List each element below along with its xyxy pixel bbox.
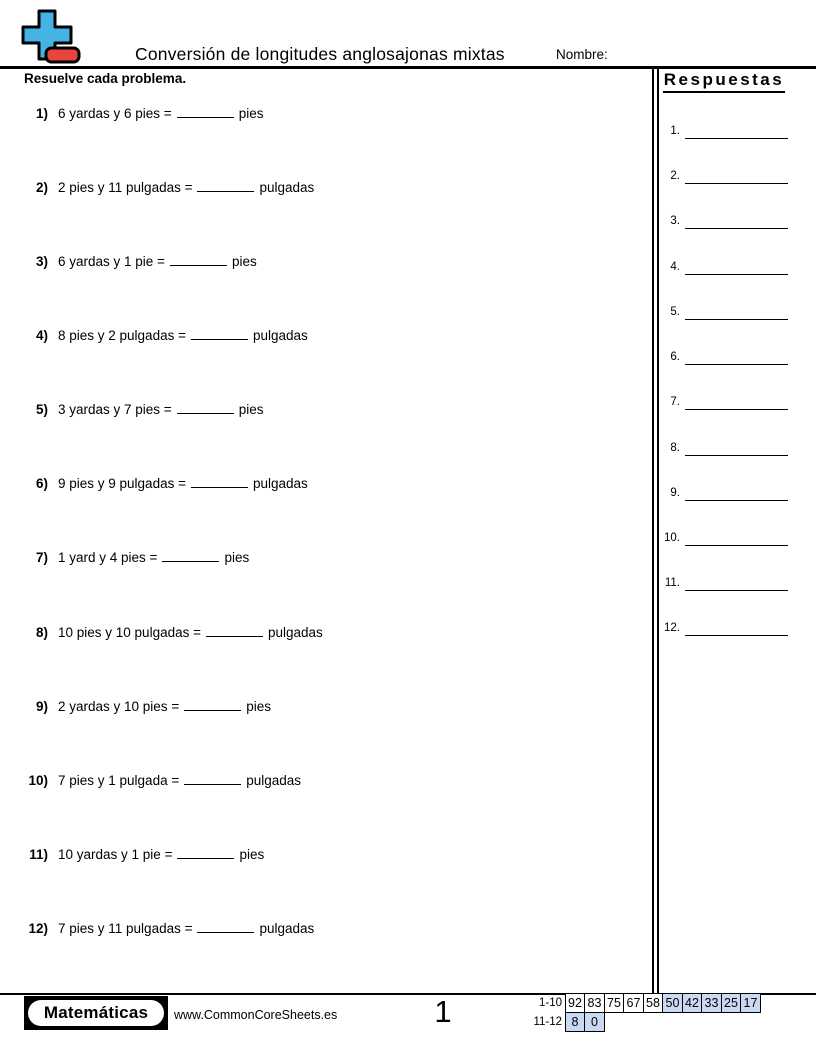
problem-unit: pies bbox=[238, 106, 264, 121]
answer-line[interactable] bbox=[685, 213, 788, 229]
problem-text: 10 pies y 10 pulgadas = bbox=[58, 625, 201, 640]
brand-logo bbox=[24, 996, 168, 1030]
answer-blank[interactable] bbox=[177, 102, 234, 118]
score-cell-highlighted: 33 bbox=[701, 993, 722, 1013]
answers-header-label: Respuestas bbox=[663, 70, 785, 93]
problem-row-7 bbox=[23, 546, 633, 566]
answer-line[interactable] bbox=[685, 620, 788, 636]
plus-minus-logo-icon bbox=[20, 8, 82, 70]
score-cell: 75 bbox=[604, 993, 625, 1013]
score-cell-highlighted: 17 bbox=[740, 993, 761, 1013]
problem-unit: pulgadas bbox=[246, 773, 302, 788]
answer-number: 12. bbox=[664, 622, 680, 634]
problem-text: 1 yard y 4 pies = bbox=[58, 550, 158, 565]
score-cell: 83 bbox=[584, 993, 605, 1013]
problem-text: 7 pies y 11 pulgadas = bbox=[58, 921, 193, 936]
answer-blank[interactable] bbox=[177, 398, 234, 414]
score-cell: 92 bbox=[565, 993, 586, 1013]
problem-row-4 bbox=[23, 324, 633, 344]
problem-number: 1) bbox=[35, 106, 48, 121]
answer-number: 11. bbox=[664, 577, 680, 589]
score-cell-highlighted: 50 bbox=[662, 993, 683, 1013]
score-row-2 bbox=[490, 1012, 761, 1032]
problem-unit: pies bbox=[246, 699, 271, 714]
problem-row-9 bbox=[23, 695, 633, 715]
score-row-1 bbox=[490, 993, 761, 1013]
answer-number: 7. bbox=[670, 396, 680, 408]
problem-unit: pies bbox=[239, 847, 265, 862]
problem-text: 10 yardas y 1 pie = bbox=[58, 847, 173, 862]
website-url: www.CommonCoreSheets.es bbox=[174, 1008, 338, 1022]
problem-row-3 bbox=[23, 250, 633, 270]
answer-number: 4. bbox=[670, 261, 680, 273]
answer-slot-11 bbox=[658, 575, 790, 591]
answer-slot-12 bbox=[658, 620, 790, 636]
answer-slot-1 bbox=[658, 123, 790, 139]
problem-unit: pulgadas bbox=[259, 921, 315, 936]
answer-slot-9 bbox=[658, 485, 790, 501]
problem-number: 6) bbox=[35, 476, 48, 491]
answer-number: 9. bbox=[670, 487, 680, 499]
problem-text: 9 pies y 9 pulgadas = bbox=[58, 476, 186, 491]
problem-unit: pies bbox=[231, 254, 257, 269]
answer-blank[interactable] bbox=[162, 546, 219, 562]
answer-slot-8 bbox=[658, 440, 790, 456]
problem-row-2 bbox=[23, 176, 633, 196]
answer-slot-2 bbox=[658, 168, 790, 184]
problem-unit: pulgadas bbox=[267, 625, 323, 640]
answer-slot-5 bbox=[658, 304, 790, 320]
problem-text: 2 yardas y 10 pies = bbox=[58, 699, 180, 714]
problem-row-11 bbox=[23, 843, 633, 863]
answer-number: 5. bbox=[670, 306, 680, 318]
problem-number: 5) bbox=[35, 402, 48, 417]
answer-number: 6. bbox=[670, 351, 680, 363]
problem-row-6 bbox=[23, 472, 633, 492]
problem-number: 12) bbox=[28, 921, 48, 936]
problem-row-12 bbox=[23, 917, 633, 937]
answer-slot-6 bbox=[658, 349, 790, 365]
brand-label: Matemáticas bbox=[28, 1000, 164, 1026]
problem-number: 2) bbox=[35, 180, 48, 195]
problem-unit: pulgadas bbox=[259, 180, 315, 195]
answer-line[interactable] bbox=[685, 394, 788, 410]
answer-line[interactable] bbox=[685, 440, 788, 456]
problem-text: 3 yardas y 7 pies = bbox=[58, 402, 172, 417]
answer-line[interactable] bbox=[685, 575, 788, 591]
problem-number: 7) bbox=[35, 550, 48, 565]
answer-number: 10. bbox=[664, 532, 680, 544]
score-table bbox=[490, 993, 761, 1032]
score-cell-highlighted: 42 bbox=[682, 993, 703, 1013]
problem-number: 9) bbox=[35, 699, 48, 714]
answer-blank[interactable] bbox=[197, 176, 254, 192]
score-cell: 58 bbox=[643, 993, 664, 1013]
answer-line[interactable] bbox=[685, 485, 788, 501]
problem-row-10 bbox=[23, 769, 633, 789]
answer-slot-3 bbox=[658, 213, 790, 229]
score-cell-highlighted: 25 bbox=[721, 993, 742, 1013]
answer-line[interactable] bbox=[685, 259, 788, 275]
answer-blank[interactable] bbox=[191, 324, 248, 340]
answers-header bbox=[656, 70, 792, 93]
answer-line[interactable] bbox=[685, 530, 788, 546]
problem-unit: pies bbox=[224, 550, 250, 565]
problem-row-8 bbox=[23, 621, 633, 641]
answer-line[interactable] bbox=[685, 349, 788, 365]
instruction-text: Resuelve cada problema. bbox=[24, 71, 187, 86]
name-label: Nombre: bbox=[556, 47, 608, 62]
answer-number: 1. bbox=[670, 125, 680, 137]
problem-row-5 bbox=[23, 398, 633, 418]
problem-number: 10) bbox=[28, 773, 48, 788]
problem-number: 3) bbox=[35, 254, 48, 269]
answer-blank[interactable] bbox=[170, 250, 227, 266]
score-row-label: 11-12 bbox=[533, 1015, 562, 1028]
answer-line[interactable] bbox=[685, 304, 788, 320]
problem-unit: pulgadas bbox=[252, 476, 308, 491]
problem-text: 7 pies y 1 pulgada = bbox=[58, 773, 180, 788]
answer-number: 2. bbox=[670, 170, 680, 182]
problem-number: 4) bbox=[35, 328, 48, 343]
answer-slot-7 bbox=[658, 394, 790, 410]
problem-number: 11) bbox=[29, 847, 48, 862]
answer-number: 8. bbox=[670, 442, 680, 454]
problem-number: 8) bbox=[35, 625, 48, 640]
answer-blank[interactable] bbox=[191, 472, 248, 488]
answer-number: 3. bbox=[670, 215, 680, 227]
answer-line[interactable] bbox=[685, 168, 788, 184]
answer-slot-4 bbox=[658, 259, 790, 275]
answer-slot-10 bbox=[658, 530, 790, 546]
page-title: Conversión de longitudes anglosajonas mixtas bbox=[135, 44, 505, 64]
score-row-label: 1-10 bbox=[538, 997, 562, 1009]
problem-text: 6 yardas y 6 pies = bbox=[58, 106, 172, 121]
score-cell-highlighted: 8 bbox=[565, 1012, 586, 1032]
problem-unit: pies bbox=[238, 402, 264, 417]
answer-line[interactable] bbox=[685, 123, 788, 139]
problem-text: 6 yardas y 1 pie = bbox=[58, 254, 165, 269]
answer-blank[interactable] bbox=[197, 917, 254, 933]
score-cell: 67 bbox=[623, 993, 644, 1013]
problem-text: 8 pies y 2 pulgadas = bbox=[58, 328, 186, 343]
problem-text: 2 pies y 11 pulgadas = bbox=[58, 180, 193, 195]
problem-row-1 bbox=[23, 102, 633, 122]
answer-blank[interactable] bbox=[184, 695, 241, 711]
problem-unit: pulgadas bbox=[252, 328, 308, 343]
answer-blank[interactable] bbox=[184, 769, 241, 785]
answer-blank[interactable] bbox=[177, 843, 234, 859]
page-number: 1 bbox=[434, 994, 452, 1029]
answer-blank[interactable] bbox=[206, 621, 263, 637]
header-divider bbox=[0, 66, 816, 69]
score-cell-highlighted: 0 bbox=[584, 1012, 605, 1032]
